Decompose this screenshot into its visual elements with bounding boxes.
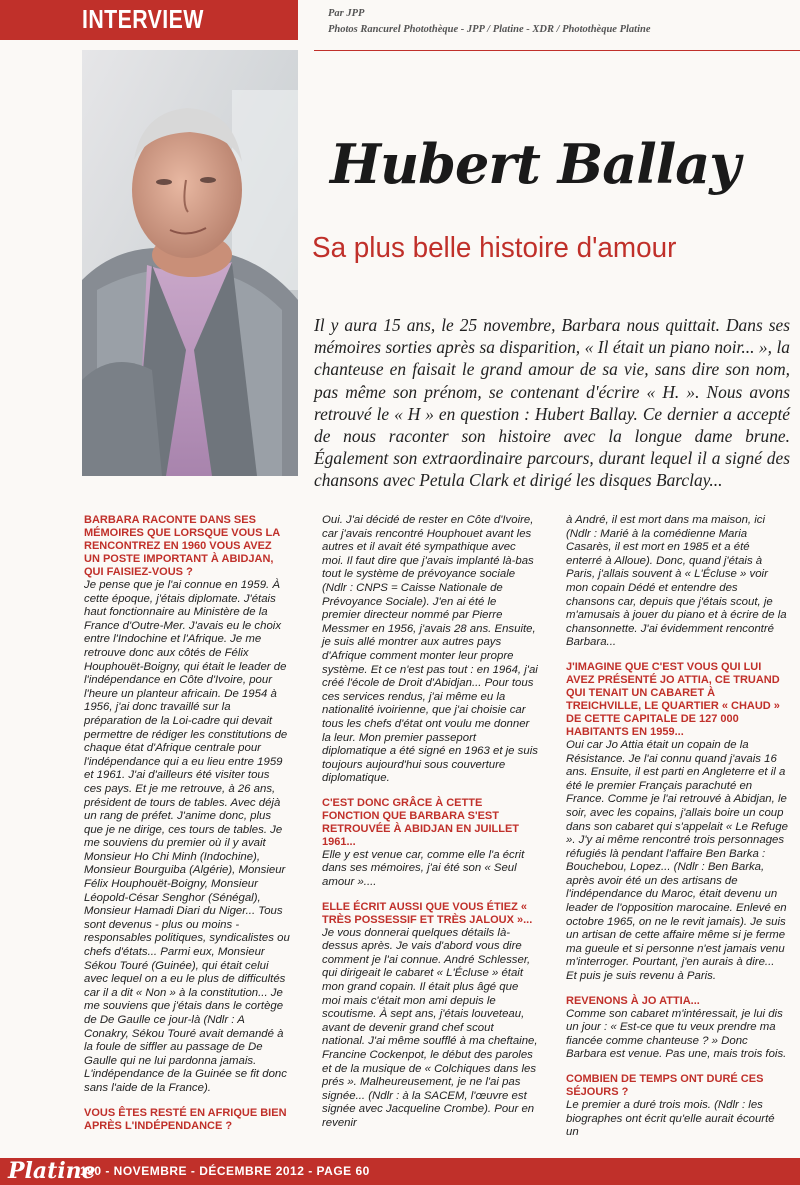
portrait-illustration	[82, 50, 298, 476]
article-subtitle: Sa plus belle histoire d'amour	[312, 232, 677, 264]
author-credit: Par JPP	[328, 8, 365, 19]
column-2	[322, 514, 538, 1131]
page-footer	[0, 1158, 800, 1185]
answer-6: Comme son cabaret m'intéressait, je lui dis un jour : « Est-ce que tu veux prendre ma fiancée comme chanteuse ? » Donc Barbara est venue. Pas une, mais trois fois.	[566, 1007, 787, 1061]
answer-5: Oui car Jo Attia était un copain de la Résistance. Je l'ai connu quand j'avais 16 ans. Ensuite, il est parti en Angleterre et il a été le premier Français parachuté en France. Comme je l'ai retrouvé à Abidjan, le soir, avec les copains, j'allais boire un coup dans son cabaret qui s'appelait « Le Refuge ». J'y ai même rencontré trois personnages réfugiés là pendant l'affaire Ben Barka : Bouchebou, Lopez... (Ndlr : Ben Barka, après avoir été un des artisans de l'indépendance du Maroc, était devenu un leader de l'opposition marocaine. Enlevé en octobre 1965, on ne le revit jamais). Je suis un artisan de cette affaire même si je ferme ma gueule et si personne n'est jamais venu m'interroger. Pourtant, j'en aurais à dire... Et puis je suis revenu à Paris.	[566, 738, 788, 983]
question-1: BARBARA RACONTE DANS SES MÉMOIRES QUE LORSQUE VOUS LA RENCONTREZ EN 1960 VOUS AVEZ UN POSTE IMPORTANT À ABIDJAN, QUI FAISIEZ-VOUS ?	[84, 514, 280, 578]
photo-credit: Photos Rancurel Photothèque - JPP / Platine - XDR / Photothèque Platine	[328, 24, 651, 35]
portrait-photo	[82, 50, 298, 476]
answer-1: Je pense que je l'ai connue en 1959. À cette époque, j'étais diplomate. J'étais haut fonctionnaire au Ministère de la France d'Outre-Mer. J'avais eu le choix entre l'Indochine et l'Afrique. Je me retrouve donc aux côtés de Félix Houphouët-Boigny, qui était le leader de l'indépendance en Côte d'Ivoire, pour l'heure un planteur africain. De 1954 à 1956, j'ai donc travaillé sur la préparation de la Loi-cadre qui devait permettre de rédiger les constitutions de chaque état d'Afrique centrale pour l'indépendance qui a eu lieu entre 1959 et 1961. J'ai d'ailleurs été visiter tous ces pays. Et je me retrouve, à 26 ans, président de tours de tables. Avec déjà un rang de préfet. J'anime donc, plus que je ne dirige, ces tours de tables. Je me souviens du premier où il y avait Monsieur Ho Chi Minh (Indochine), Monsieur Bourguiba (Algérie), Monsieur Félix Houphouët-Boigny, Monsieur Léopold-César Senghor (Sénégal), Monsieur Hamadi Diari du Niger... Tous sont devenus - plus ou moins - responsables politiques, syndicalistes ou chefs d'états... Parmi eux, Monsieur Sékou Touré (Guinée), qui était celui avec lequel on a eu le plus de difficultés car il a dit « Non » à la constitution... Je me souviens que j'étais dans le cortège de De Gaulle ce jour-là (Ndlr : A Conakry, Sékou Touré avait demandé à la foule de siffler au passage de De Gaulle qui ne lui pardonna jamais. L'indépendance de la Guinée se fit donc sans l'aide de la France).	[84, 579, 290, 1094]
question-6: REVENONS À JO ATTIA...	[566, 994, 700, 1007]
question-4: ELLE ÉCRIT AUSSI QUE VOUS ÉTIEZ « TRÈS POSSESSIF ET TRÈS JALOUX »...	[322, 900, 533, 926]
answer-2: Oui. J'ai décidé de rester en Côte d'Ivoire, car j'avais rencontré Houphouet avant les autres et il avait été sympathique avec moi. Il faut dire que j'avais implanté là-bas tout le système de prévoyance sociale (Ndlr : CNPS = Caisse Nationale de Prévoyance Sociale). J'en ai été le premier directeur nommé par Pierre Messmer en 1956, j'avais 28 ans. Ensuite, je suis allé montrer aux autres pays d'Afrique comment monter leur propre système. Et ce n'est pas tout : en 1964, j'ai créé l'école de Droit d'Abidjan... Pour tous ces services rendus, j'ai même eu la nationalité ivoirienne, que j'ai choisie car tous les chefs d'état ont voulu me donner la leur. Mon premier passeport diplomatique a été signé en 1963 et je suis toujours aujourd'hui sous couverture diplomatique.	[322, 514, 538, 785]
header-rule	[314, 50, 800, 51]
section-label: INTERVIEW	[82, 4, 204, 34]
credits	[328, 6, 651, 38]
question-5: J'IMAGINE QUE C'EST VOUS QUI LUI AVEZ PRÉSENTÉ JO ATTIA, CE TRUAND QUI TENAIT UN CABARET À TREICHVILLE, LE QUARTIER « CHAUD » DE CETTE CAPITALE DE 127 000 HABITANTS EN 1959...	[566, 660, 780, 738]
magazine-logo: Platine	[8, 1158, 96, 1184]
column-3	[566, 514, 788, 1140]
intro-paragraph: Il y aura 15 ans, le 25 novembre, Barbara nous quittait. Dans ses mémoires sorties après sa disparition, « Il était un piano noir... », la chanteuse en faisait le grand amour de sa vie, sans dire son nom, pas même son prénom, se contenant d'écrire « H. ». Nous avons retrouvé le « H » en question : Hubert Ballay. Ce dernier a accepté de nous raconter son histoire avec la longue dame brune. Également son extraordinaire parcours, durant lequel il a signé des chansons avec Petula Clark et dirigé les disques Barclay...	[314, 315, 790, 491]
question-3: C'EST DONC GRÂCE À CETTE FONCTION QUE BARBARA S'EST RETROUVÉE À ABIDJAN EN JUILLET 1961...	[322, 796, 520, 848]
column-1	[84, 514, 290, 1133]
answer-3: Elle y est venue car, comme elle l'a écrit dans ses mémoires, j'ai été son « Seul amour »....	[322, 848, 525, 889]
answer-7: Le premier a duré trois mois. (Ndlr : les biographes ont écrit qu'elle aurait écourté un	[566, 1099, 775, 1139]
answer-4-continued: à André, il est mort dans ma maison, ici (Ndlr : Marié à la comédienne Maria Casarès, il est mort en 1985 et a été enterré à Alloue). Donc, quand j'étais à Paris, j'allais souvent à « L'Écluse » voir mon copain Dédé et entendre des chansons car, depuis que j'étais scout, je m'amusais à jouer du piano et à écrire de la chansonnette. J'ai évidemment rencontré Barbara...	[566, 514, 787, 649]
article-title: Hubert Ballay	[330, 132, 740, 196]
issue-info: 190 - NOVEMBRE - DÉCEMBRE 2012 - PAGE 60	[80, 1164, 370, 1178]
section-tab	[0, 0, 298, 40]
answer-4: Je vous donnerai quelques détails là-dessus après. Je vais d'abord vous dire comment je l'ai connue. André Schlesser, qui dirigeait le cabaret « L'Écluse » était mon grand copain. Il était plus âgé que moi mais c'était mon ami depuis le scoutisme. À sept ans, j'étais louveteau, avant de devenir grand chef scout national. J'ai même soufflé à ma cheftaine, Francine Cockenpot, le début des paroles et de la musique de « Colchiques dans les prés ». Malheureusement, je ne l'ai pas signée... (Ndlr : à la SACEM, l'œuvre est signée avec Jacqueline Crombe). Pour en revenir	[322, 926, 538, 1129]
question-7: COMBIEN DE TEMPS ONT DURÉ CES SÉJOURS ?	[566, 1073, 764, 1098]
question-2: VOUS ÊTES RESTÉ EN AFRIQUE BIEN APRÈS L'INDÉPENDANCE ?	[84, 1106, 287, 1132]
